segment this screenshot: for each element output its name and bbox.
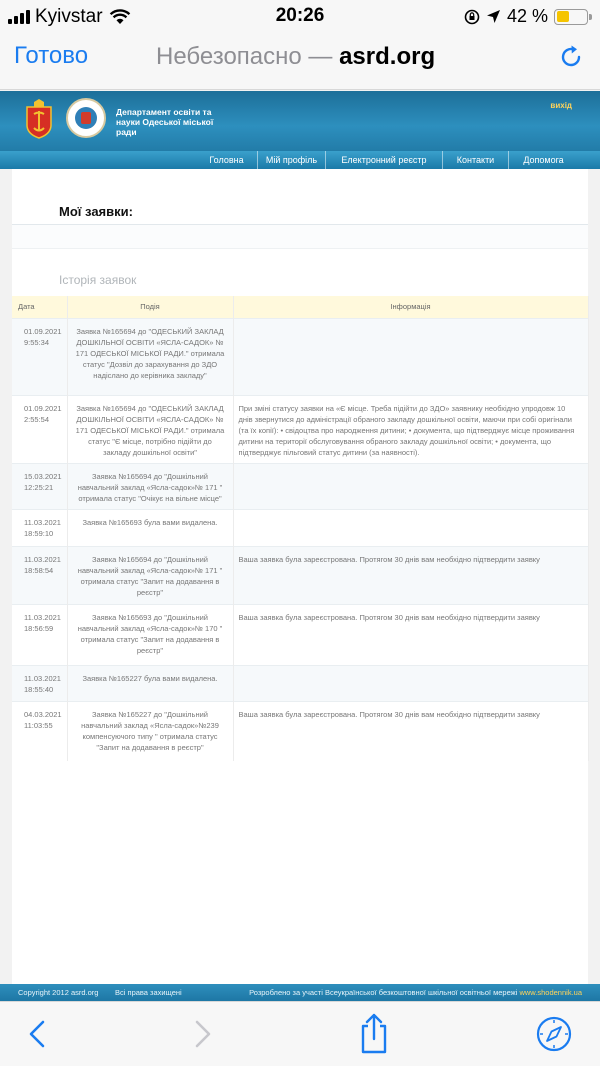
share-icon[interactable] <box>355 1012 393 1054</box>
site-header <box>0 91 600 169</box>
row-info <box>233 318 588 395</box>
status-right <box>464 6 588 27</box>
battery-icon <box>554 9 588 25</box>
row-event: Заявка №165694 до "Дошкільний навчальний заклад «Ясла-садок»№ 171 " отримала статус "Запит на додавання в реєстр" <box>67 546 233 604</box>
table-row <box>12 604 588 665</box>
content-top <box>12 169 588 225</box>
reload-icon[interactable] <box>558 44 584 70</box>
history-section <box>12 249 588 296</box>
footer-rights: Всі права захищені <box>115 988 182 997</box>
row-date: 11.03.2021 18:56:59 <box>12 604 67 665</box>
battery-percent: 42 % <box>506 6 548 26</box>
row-info: При зміні статусу заявки на «Є місце. Треба підійти до ЗДО» заявнику необхідно упродовж 10 днів звернутися до адміністрації обраного закладу дошкільної освіти, маючи при собі оригінали (та їх копії): • свідоцтва про народження дитини; • документа, що підтверджує місце проживання дитини на території обслуговування обраного закладу дошкільної освіти; • документа, що підтверджує пільговий статус дитини (за наявності). <box>233 395 588 463</box>
row-info <box>233 665 588 701</box>
row-info <box>233 509 588 546</box>
menu-item-contacts[interactable]: Контакти <box>442 151 508 169</box>
row-info: Ваша заявка була зареєстрована. Протягом 30 днів вам необхідно підтвердити заявку <box>233 701 588 761</box>
battery-fill <box>557 11 569 22</box>
row-info: Ваша заявка була зареєстрована. Протягом 30 днів вам необхідно підтвердити заявку <box>233 546 588 604</box>
table-row <box>12 463 588 509</box>
department-name: Департамент освіти та науки Одеської міської ради <box>116 107 214 137</box>
footer-credit-link[interactable]: www.shodennik.ua <box>519 988 582 997</box>
table-row <box>12 701 588 761</box>
main-content <box>12 169 588 984</box>
table-row <box>12 665 588 701</box>
column-header-event: Подія <box>67 296 233 318</box>
footer-copyright: Copyright 2012 asrd.org <box>18 988 99 997</box>
menu-item-help[interactable]: Допомога <box>508 151 578 169</box>
row-date: 11.03.2021 18:59:10 <box>12 509 67 546</box>
location-icon <box>486 9 501 24</box>
menu-item-home[interactable]: Головна <box>209 155 244 165</box>
row-event: Заявка №165227 була вами видалена. <box>67 665 233 701</box>
row-event: Заявка №165227 до "Дошкільний навчальний заклад «Ясла-садок»№239 компенсуючого типу " отримала статус "Запит на додавання в реєстр" <box>67 701 233 761</box>
row-event: Заявка №165694 до "ОДЕСЬКИЙ ЗАКЛАД ДОШКІЛЬНОЇ ОСВІТИ «ЯСЛА-САДОК» № 171 ОДЕСЬКОЇ МІСЬКОЇ РАДИ." отримала статус "Дозвіл до зарахування до ЗДО надіслано до керівника закладу" <box>67 318 233 395</box>
site-footer <box>0 984 600 1001</box>
row-date: 11.03.2021 18:55:40 <box>12 665 67 701</box>
menu-item-registry[interactable]: Електронний реєстр <box>325 151 442 169</box>
clock: 20:26 <box>275 5 325 26</box>
domain-label: asrd.org <box>339 43 436 70</box>
row-info <box>233 463 588 509</box>
rotation-lock-icon <box>464 9 480 25</box>
history-table <box>12 296 589 761</box>
row-date: 01.09.2021 9:55:34 <box>12 318 67 395</box>
row-info: Ваша заявка була зареєстрована. Протягом 30 днів вам необхідно підтвердити заявку <box>233 604 588 665</box>
exit-link[interactable]: вихід <box>550 101 572 110</box>
browser-toolbar <box>0 1001 600 1066</box>
site-menu <box>196 151 578 169</box>
done-button[interactable]: Готово <box>14 42 89 69</box>
row-event: Заявка №165693 була вами видалена. <box>67 509 233 546</box>
compass-icon[interactable] <box>536 1016 572 1052</box>
carrier-name: Kyivstar <box>35 6 103 27</box>
row-date: 11.03.2021 18:58:54 <box>12 546 67 604</box>
row-event: Заявка №165694 до "Дошкільний навчальний заклад «Ясла-садок»№ 171 " отримала статус "Очікує на вільне місце" <box>67 463 233 509</box>
row-date: 15.03.2021 12:25:21 <box>12 463 67 509</box>
insecure-label: Небезопасно — <box>156 43 333 70</box>
row-date: 04.03.2021 11:03:55 <box>12 701 67 761</box>
odesa-coat-of-arms-icon <box>25 99 53 139</box>
footer-credit <box>249 988 582 997</box>
column-header-date: Дата <box>12 296 67 318</box>
chevron-right-icon[interactable] <box>184 1016 220 1052</box>
row-event: Заявка №165694 до "ОДЕСЬКИЙ ЗАКЛАД ДОШКІЛЬНОЇ ОСВІТИ «ЯСЛА-САДОК» № 171 ОДЕСЬКОЇ МІСЬКОЇ РАДИ." отримала статус "Є місце, потрібно підійти до закладу дошкільної освіти" <box>67 395 233 463</box>
history-title: Історія заявок <box>59 273 137 287</box>
browser-nav-bar <box>0 32 600 90</box>
chevron-left-icon[interactable] <box>20 1016 56 1052</box>
spacer-row <box>12 225 588 249</box>
table-row <box>12 546 588 604</box>
table-header-row <box>12 296 588 318</box>
table-row <box>12 318 588 395</box>
row-event: Заявка №165693 до "Дошкільний навчальний заклад «Ясла-садок»№ 170 " отримала статус "Запит на додавання в реєстр" <box>67 604 233 665</box>
footer-credit-text: Розроблено за участі Всеукраїнської безкоштовної шкільної освітньої мережі <box>249 988 518 997</box>
menu-item-profile[interactable]: Мій профіль <box>257 151 325 169</box>
table-row <box>12 509 588 546</box>
table-row <box>12 395 588 463</box>
status-bar <box>0 0 600 32</box>
department-emblem-icon <box>66 98 106 138</box>
column-header-info: Інформація <box>233 296 588 318</box>
address-title[interactable] <box>156 43 435 71</box>
row-date: 01.09.2021 2:55:54 <box>12 395 67 463</box>
page-title: Мої заявки: <box>59 204 133 219</box>
